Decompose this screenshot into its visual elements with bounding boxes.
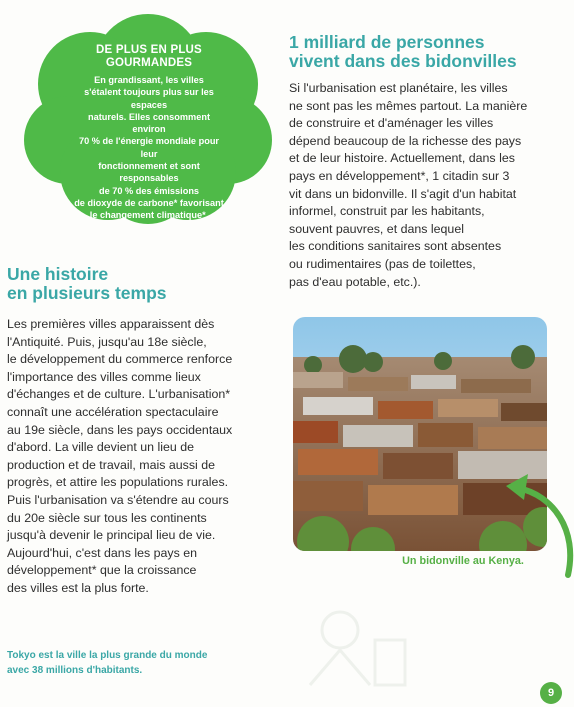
tokyo-fact <box>7 649 247 678</box>
text-line: vit dans un bidonville. Il s'agit d'un habitat <box>289 186 517 201</box>
fact-line: avec 38 millions d'habitants. <box>7 664 143 676</box>
text-line: ne sont pas les mêmes partout. La manière <box>289 98 528 113</box>
text-line: d'échanges et de culture. L'urbanisation* <box>7 387 231 402</box>
text-line: Les premières villes apparaissent dès <box>7 317 215 331</box>
cloud-title-line: DE PLUS EN PLUS <box>96 44 202 56</box>
cloud-text-line: fonctionnement et sont responsables <box>98 161 200 184</box>
text-line: dépend beaucoup de la richesse des pays <box>289 133 522 148</box>
text-line: pas d'eau potable, etc.). <box>289 274 421 289</box>
text-line: ou rudimentaires (pas de toilettes, <box>289 256 476 271</box>
fact-line: Tokyo est la ville la plus grande du monde <box>7 650 208 661</box>
text-line: jusqu'à devenir le principal lieu de vie. <box>7 528 216 543</box>
bidonvilles-paragraph <box>289 80 559 291</box>
cloud-text-line: de 70 % des émissions <box>98 185 200 196</box>
text-line: Puis l'urbanisation va s'étendre au cours <box>7 492 229 507</box>
text-line: l'importance des villes comme lieux <box>7 369 201 384</box>
text-line: Si l'urbanisation est planétaire, les villes <box>289 81 508 95</box>
cloud-text-line: 70 % de l'énergie mondiale pour leur <box>78 136 220 159</box>
page-number-badge: 9 <box>540 682 562 704</box>
photo-caption: Un bidonville au Kenya. <box>402 555 524 567</box>
cloud-text-line: le changement climatique*. <box>89 210 209 221</box>
text-line: de construire et d'aménager les villes <box>289 116 494 131</box>
text-line: progrès, et attire les populations rurales. <box>7 475 229 490</box>
text-line: production et de travail, mais aussi de <box>7 457 215 472</box>
title-line: Une histoire <box>7 264 109 284</box>
text-line: le développement du commerce renforce <box>7 352 233 367</box>
section-title-histoire <box>7 265 267 303</box>
faint-decoration <box>300 600 420 690</box>
info-cloud <box>24 12 272 227</box>
title-line: vivent dans des bidonvilles <box>289 51 517 71</box>
text-line: souvent pauvres, et dans lequel <box>289 221 464 236</box>
cloud-text-line: naturels. Elles consomment environ <box>87 111 211 135</box>
text-line: pays en développement*, 1 citadin sur 3 <box>289 168 510 183</box>
cloud-title-line: GOURMANDES <box>105 57 193 69</box>
text-line: et de leur histoire. Actuellement, dans les <box>289 151 515 166</box>
text-line: au 19e siècle, dans les pays occidentaux <box>7 422 233 437</box>
cloud-text-line: s'étalent toujours plus sur les espaces <box>84 87 214 110</box>
title-line: 1 milliard de personnes <box>289 32 485 52</box>
histoire-paragraph <box>7 316 289 598</box>
title-line: en plusieurs temps <box>7 283 167 303</box>
text-line: du 20e siècle sur tous les continents <box>7 510 207 525</box>
text-line: d'abord. La ville devient un lieu de <box>7 440 194 455</box>
text-line: des villes est la plus forte. <box>7 580 149 595</box>
text-line: informel, construit par les habitants, <box>289 204 485 219</box>
text-line: les conditions sanitaires sont absentes <box>289 239 502 254</box>
text-line: l'Antiquité. Puis, jusqu'au 18e siècle, <box>7 334 207 349</box>
text-line: Aujourd'hui, c'est dans les pays en <box>7 545 198 560</box>
text-line: connaît une accélération spectaculaire <box>7 404 219 419</box>
text-line: développement* que la croissance <box>7 563 197 578</box>
section-title-bidonvilles <box>289 33 559 71</box>
cloud-text-line: de dioxyde de carbone* favorisant <box>74 197 224 208</box>
cloud-text-line: En grandissant, les villes <box>94 75 204 85</box>
